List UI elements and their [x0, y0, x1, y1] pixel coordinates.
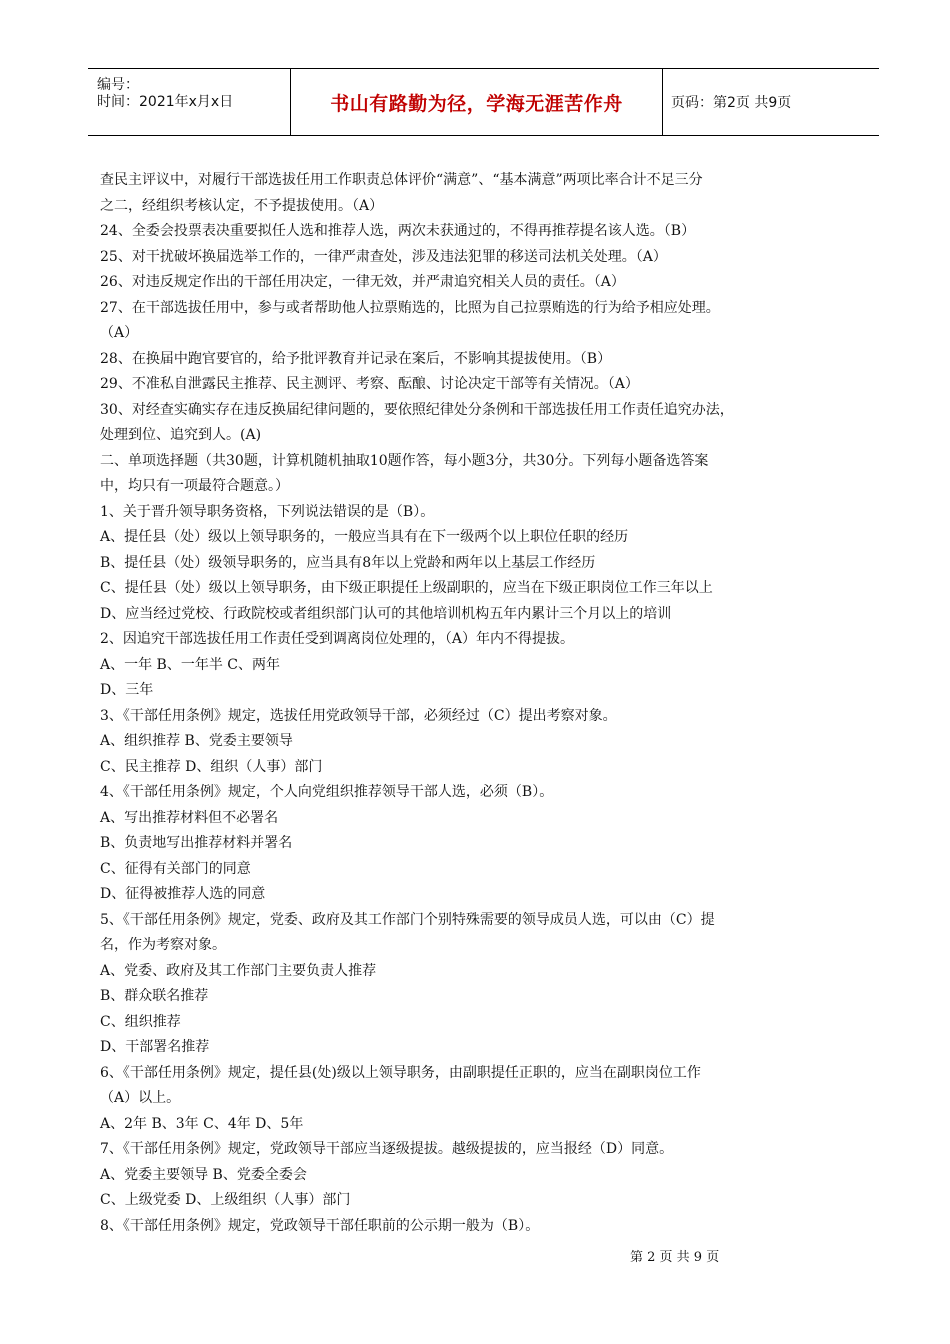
- text-line: （A）以上。: [100, 1090, 181, 1106]
- text-line: C、上级党委 D、上级组织（人事）部门: [100, 1192, 351, 1208]
- text-line: A、写出推荐材料但不必署名: [100, 810, 279, 826]
- document-body: [100, 168, 845, 1239]
- text-line: C、组织推荐: [100, 1014, 181, 1030]
- header-table: [88, 68, 879, 136]
- text-line: 2、因追究干部选拔任用工作责任受到调离岗位处理的，（A）年内不得提拔。: [100, 631, 575, 647]
- text-line: D、应当经过党校、行政院校或者组织部门认可的其他培训机构五年内累计三个月以上的培训: [100, 606, 672, 622]
- number-label: 编号：: [97, 77, 139, 93]
- text-line: A、一年 B、一年半 C、两年: [100, 657, 281, 673]
- text-line: D、干部署名推荐: [100, 1039, 210, 1055]
- text-line: C、民主推荐 D、组织（人事）部门: [100, 759, 323, 775]
- text-line: 查民主评议中，对履行干部选拔任用工作职责总体评价“满意”、“基本满意”两项比率合计不足三分: [100, 172, 703, 188]
- header-left-cell: [88, 69, 290, 135]
- text-line: A、党委主要领导 B、党委全委会: [100, 1167, 307, 1183]
- text-line: 之二，经组织考核认定，不予提拔使用。（A）: [100, 198, 384, 214]
- text-line: 26、对违反规定作出的干部任用决定，一律无效，并严肃追究相关人员的责任。（A）: [100, 274, 625, 290]
- text-line: 二、单项选择题（共30题，计算机随机抽取10题作答，每小题3分，共30分。下列每小题备选答案: [100, 453, 709, 469]
- text-line: （A）: [100, 325, 139, 341]
- page-footer: 第 2 页 共 9 页: [630, 1250, 720, 1265]
- text-line: B、提任县（处）级领导职务的，应当具有8年以上党龄和两年以上基层工作经历: [100, 555, 596, 571]
- text-line: 5、《干部任用条例》规定，党委、政府及其工作部门个别特殊需要的领导成员人选，可以由（C）提: [100, 912, 715, 928]
- text-line: 名，作为考察对象。: [100, 937, 226, 953]
- text-line: 6、《干部任用条例》规定，提任县(处)级以上领导职务，由副职提任正职的，应当在副职岗位工作: [100, 1065, 701, 1081]
- text-line: B、负责地写出推荐材料并署名: [100, 835, 293, 851]
- text-line: 7、《干部任用条例》规定，党政领导干部应当逐级提拔。越级提拔的，应当报经（D）同意。: [100, 1141, 674, 1157]
- text-line: 29、不准私自泄露民主推荐、民主测评、考察、酝酿、讨论决定干部等有关情况。（A）: [100, 376, 639, 392]
- time-line: 时间：2021年x月x日: [97, 94, 234, 110]
- text-line: 30、对经查实确实存在违反换届纪律问题的，要依照纪律处分条例和干部选拔任用工作责任追究办法，: [100, 402, 734, 418]
- text-line: 8、《干部任用条例》规定，党政领导干部任职前的公示期一般为（B）。: [100, 1218, 540, 1234]
- text-line: A、党委、政府及其工作部门主要负责人推荐: [100, 963, 377, 979]
- motto-text: 书山有路勤为径，学海无涯苦作舟: [330, 92, 623, 115]
- text-line: 中，均只有一项最符合题意。）: [100, 478, 289, 494]
- text-line: C、提任县（处）级以上领导职务，由下级正职提任上级副职的，应当在下级正职岗位工作三年以上: [100, 580, 713, 596]
- text-line: 27、在干部选拔任用中，参与或者帮助他人拉票贿选的，比照为自己拉票贿选的行为给予相应处理。: [100, 300, 720, 316]
- text-line: D、征得被推荐人选的同意: [100, 886, 266, 902]
- text-line: 1、关于晋升领导职务资格，下列说法错误的是（B）。: [100, 504, 435, 520]
- header-motto-cell: [290, 69, 663, 135]
- text-line: 4、《干部任用条例》规定，个人向党组织推荐领导干部人选，必须（B）。: [100, 784, 554, 800]
- text-line: 3、《干部任用条例》规定，选拔任用党政领导干部，必须经过（C）提出考察对象。: [100, 708, 617, 724]
- text-line: B、群众联名推荐: [100, 988, 209, 1004]
- text-line: A、提任县（处）级以上领导职务的，一般应当具有在下一级两个以上职位任职的经历: [100, 529, 629, 545]
- page-info: 页码：第2页 共9页: [671, 95, 792, 111]
- text-line: 25、对干扰破坏换届选举工作的，一律严肃查处，涉及违法犯罪的移送司法机关处理。（A）: [100, 249, 667, 265]
- text-line: 28、在换届中跑官要官的，给予批评教育并记录在案后，不影响其提拔使用。（B）: [100, 351, 612, 367]
- text-line: A、2年 B、3年 C、4年 D、5年: [100, 1116, 304, 1132]
- text-line: 24、全委会投票表决重要拟任人选和推荐人选，两次未获通过的，不得再推荐提名该人选。（B）: [100, 223, 696, 239]
- text-line: 处理到位、追究到人。(A): [100, 427, 262, 443]
- text-line: D、三年: [100, 682, 154, 698]
- text-line: A、组织推荐 B、党委主要领导: [100, 733, 293, 749]
- text-line: C、征得有关部门的同意: [100, 861, 251, 877]
- header-page-cell: [663, 69, 879, 135]
